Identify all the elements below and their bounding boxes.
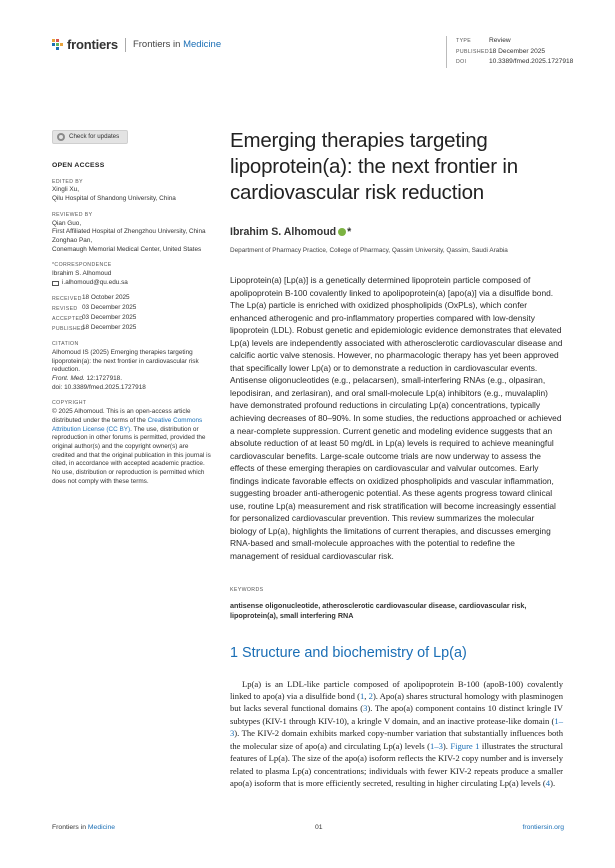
citation-ref[interactable]: 1 [359,691,365,702]
citation-label: CITATION [52,341,79,348]
reviewed-by-label: REVIEWED BY [52,211,93,218]
reviewer-affiliation: First Affiliated Hospital of Zhengzhou University, China [52,228,206,236]
body-text: ). Apo(a) shares structural homology with plasminogen but lacks several functional domains ( [230,691,564,714]
article-meta [446,36,573,68]
figure-ref[interactable]: Figure 1 [450,740,480,751]
section-heading: 1 Structure and biochemistry of Lp(a) [230,644,467,661]
orcid-icon[interactable] [338,228,346,236]
footer-journal-name: Medicine [87,824,116,831]
corresponding-star: * [347,226,352,238]
citation-doi[interactable]: doi: 10.3389/fmed.2025.1727918 [52,383,146,391]
article-dates [52,294,212,333]
correspondence-label: *CORRESPONDENCE [52,262,112,269]
body-paragraph [230,678,563,790]
copyright-part-1: © 2025 Alhomoud. This is an open-access article distributed under the terms of the [52,408,191,424]
journal-prefix: Frontiers in [132,39,184,50]
published-label-sidebar: PUBLISHED [52,325,86,332]
citation-volume: 12:1727918. [84,375,123,383]
revised-value: 03 December 2025 [82,304,137,312]
license-link[interactable]: Creative Commons Attribution License (CC BY) [52,416,203,433]
correspondence-email-row[interactable] [52,279,212,288]
author-line [230,226,563,238]
published-label: PUBLISHED [456,48,490,55]
doi-value[interactable]: 10.3389/fmed.2025.1727918 [489,58,574,66]
copyright-part-2: . The use, distribution or reproduction in other forums is permitted, provided the original author(s) and the copyright owner(s) are credited and that the original publication in this journal is cited, in accordance with accepted academic practice. No use, distribution or reproduction is permitted which does not comply with these terms. [52,425,211,485]
editor-name: Xingli Xu, [52,186,79,194]
body-text: ). [550,778,556,789]
reviewer-name: Qian Guo, [52,219,82,227]
footer-site-link[interactable]: frontiersin.org [522,824,564,831]
body-text: illustrates the structural features of Lp(a). The size of the apo(a) isoform reflects the KIV-2 copy number and is inversely related to plasma Lp(a) concentrations; individuals with fewer KIV-2 repeats produce a smaller apo(a) isoform that is more efficiently secreted, resulting in higher circulating Lp(a) levels ( [230,740,563,789]
check-updates-label: Check for updates [69,132,120,140]
published-value: 18 December 2025 [489,47,546,55]
keywords: antisense oligonucleotide, atherosclerotic cardiovascular disease, cardiovascular risk, lipoprotein(a), small interfering RNA [230,600,527,621]
correspondence-name: Ibrahim S. Alhomoud [52,270,112,278]
accepted-label: ACCEPTED [52,315,84,322]
citation-journal: Front. Med. [52,375,85,383]
correspondence-email[interactable]: i.alhomoud@qu.edu.sa [62,278,128,286]
body-text: ). The KIV-2 domain exhibits marked copy-number variation that substantially influences both the molecular size of apo(a) and circulating Lp(a) levels ( [230,728,563,751]
body-text: ). [442,740,451,751]
brand-name: frontiers [67,37,118,52]
check-updates-icon [57,133,65,141]
citation-body: Alhomoud IS (2025) Emerging therapies targeting lipoprotein(a): the next frontier in cardiovascular risk reduction. [52,348,199,374]
citation-text [52,349,212,393]
frontiers-logo[interactable] [52,37,221,52]
body-text: ). The apo(a) component contains 10 distinct kringle IV subtypes (KIV-1 through KIV-10), a kringle V domain, and an inactive protease-like domain ( [230,703,563,726]
open-access-label: OPEN ACCESS [52,162,105,169]
article-title: Emerging therapies targeting lipoprotein(a): the next frontier in cardiovascular risk reduction [230,129,518,204]
citation-ref[interactable]: 4 [545,778,551,789]
editor-affiliation: Qilu Hospital of Shandong University, China [52,195,176,203]
citation-ref[interactable]: 1–3 [430,740,443,751]
keywords-label: KEYWORDS [230,586,264,593]
citation-ref[interactable]: 1–3 [230,715,563,739]
doi-label: DOI [456,59,467,66]
published-value-sidebar: 18 December 2025 [82,323,137,331]
copyright-text [52,408,212,486]
type-value: Review [489,37,511,44]
edited-by-label: EDITED BY [52,178,83,185]
sidebar [52,130,212,487]
type-label: TYPE [456,38,472,44]
received-label: RECEIVED [52,296,82,303]
author-affiliation: Department of Pharmacy Practice, College of Pharmacy, Qassim University, Qassim, Saudi Arabia [230,247,508,254]
mail-icon [52,281,59,286]
page-footer [52,824,564,831]
accepted-value: 03 December 2025 [82,313,137,321]
check-for-updates-button[interactable] [52,130,128,144]
footer-journal-prefix: Frontiers in [52,824,88,831]
author-name[interactable]: Ibrahim S. Alhomoud [230,226,337,238]
frontiers-logo-icon [52,39,63,50]
header-divider [125,38,126,52]
journal-name-accent: Medicine [183,39,222,50]
reviewer-name: Zonghao Pan, [52,236,93,244]
received-value: 18 October 2025 [82,294,130,302]
abstract: Lipoprotein(a) [Lp(a)] is a genetically determined lipoprotein particle composed of apolipoprotein B-100 covalently linked to apolipoprotein(a) [apo(a)] via a disulfide bond. The Lp(a) particle is enriched with oxidized phospholipids (OxPLs), which confer enhanced atherogenic and pro-inflammatory properties compared with low-density lipoprotein (LDL). Robust genetic and epidemiologic evidence demonstrates that elevated Lp(a) levels are independently associated with atherosclerotic cardiovascular disease and calcific aortic valve stenosis. However, no pharmacologic therapy has yet been approved that specifically lower Lp(a) or to demonstrate a reduction in cardiovascular events. Antisense oligonucleotides (e.g., pelacarsen), small-interfering RNAs (e.g., olpasiran, lepodisiran, and zerlasiran), and oral small-molecule Lp(a) inhibitors (e.g., muvalaplin) have demonstrated profound reductions in circulating Lp(a) concentrations, typically achieving decreases of 80–90%. In some studies, the reductions approached or achieved a near-complete suppression. Current genetic and modeling evidence suggests that an absolute reduction of at least 50 mg/dL in Lp(a) levels is required to achieve meaningful cardiovascular benefits. Large-scale outcome trials are now underway to assess the effects of these emerging therapies on cardiovascular and valvular outcomes. Early findings indicate favorable effects on oxidized phospholipids and vascular inflammation, suggesting broader anti-atherogenic potential. As these agents progress toward clinical use, routine Lp(a) measurement and risk stratification will become increasingly essential for personalized cardiovascular prevention. This review summarizes the molecular biology of Lp(a), highlights the limitations of current therapies, and discusses emerging RNA-based and small-molecule approaches with the potential to redefine the management of residual cardiovascular risk. [230,275,563,562]
main-column [230,128,563,790]
page-number: 01 [314,824,323,831]
reviewer-affiliation: Conemaugh Memorial Medical Center, United States [52,245,202,253]
body-text: , [364,691,369,702]
citation-ref[interactable]: 2 [368,691,373,702]
footer-journal[interactable] [52,824,115,831]
body-text: Lp(a) is an LDL-like particle composed of apolipoprotein B-100 (apoB-100) covalently linked to apo(a) via a disulfide bond ( [230,678,563,702]
revised-label: REVISED [52,306,78,313]
citation-ref[interactable]: 3 [363,703,368,714]
journal-name[interactable] [133,39,221,50]
copyright-label: COPYRIGHT [52,400,87,407]
